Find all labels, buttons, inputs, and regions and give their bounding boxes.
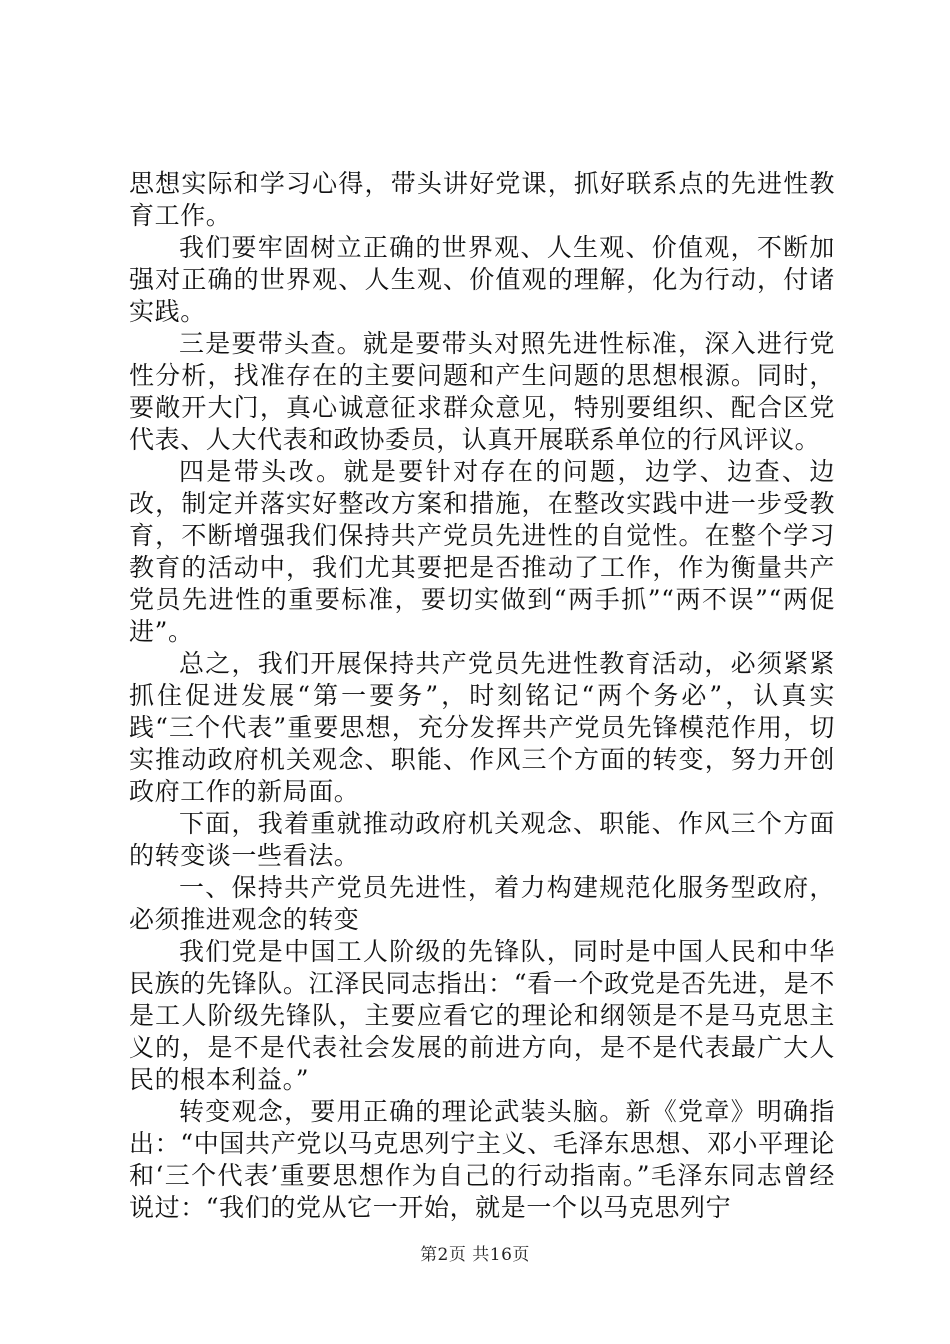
paragraph-check: 三是要带头查。就是要带头对照先进性标准，深入进行党性分析，找准存在的主要问题和产生问题的思想根源。同时，要敞开大门，真心诚意征求群众意见，特别要组织、配合区党代表、人大代表和政协委员，认真开展联系单位的行风评议。 (129, 329, 835, 454)
document-body (129, 168, 835, 1224)
paragraph-summary: 总之，我们开展保持共产党员先进性教育活动，必须紧紧抓住促进发展“第一要务”，时刻铭记“两个务必”，认真实践“三个代表”重要思想，充分发挥共产党员先锋模范作用，切实推动政府机关观念、职能、作风三个方面的转变，努力开创政府工作的新局面。 (129, 649, 835, 806)
page-number-footer: 第2页 共16页 (420, 1245, 530, 1265)
section-heading: 一、保持共产党员先进性，着力构建规范化服务型政府，必须推进观念的转变 (129, 873, 835, 934)
paragraph-correct: 四是带头改。就是要针对存在的问题，边学、边查、边改，制定并落实好整改方案和措施，在整改实践中进一步受教育，不断增强我们保持共产党员先进性的自觉性。在整个学习教育的活动中，我们尤其要把是否推动了工作，作为衡量共产党员先进性的重要标准，要切实做到“两手抓”“两不误”“两促进”。 (129, 457, 835, 646)
paragraph-theory: 转变观念，要用正确的理论武装头脑。新《党章》明确指出：“中国共产党以马克思列宁主义、毛泽东思想、邓小平理论和‘三个代表’重要思想作为自己的行动指南。”毛泽东同志曾经说过：“我们的党从它一开始，就是一个以马克思列宁 (129, 1097, 835, 1222)
paragraph-intro: 下面，我着重就推动政府机关观念、职能、作风三个方面的转变谈一些看法。 (129, 809, 835, 870)
paragraph-worldview: 我们要牢固树立正确的世界观、人生观、价值观，不断加强对正确的世界观、人生观、价值观的理解，化为行动，付诸实践。 (129, 233, 835, 326)
paragraph-continuation: 思想实际和学习心得，带头讲好党课，抓好联系点的先进性教育工作。 (129, 169, 835, 230)
paragraph-vanguard: 我们党是中国工人阶级的先锋队，同时是中国人民和中华民族的先锋队。江泽民同志指出：“看一个政党是否先进，是不是工人阶级先锋队，主要应看它的理论和纲领是不是马克思主义的，是不是代表社会发展的前进方向，是不是代表最广大人民的根本利益。” (129, 937, 835, 1094)
